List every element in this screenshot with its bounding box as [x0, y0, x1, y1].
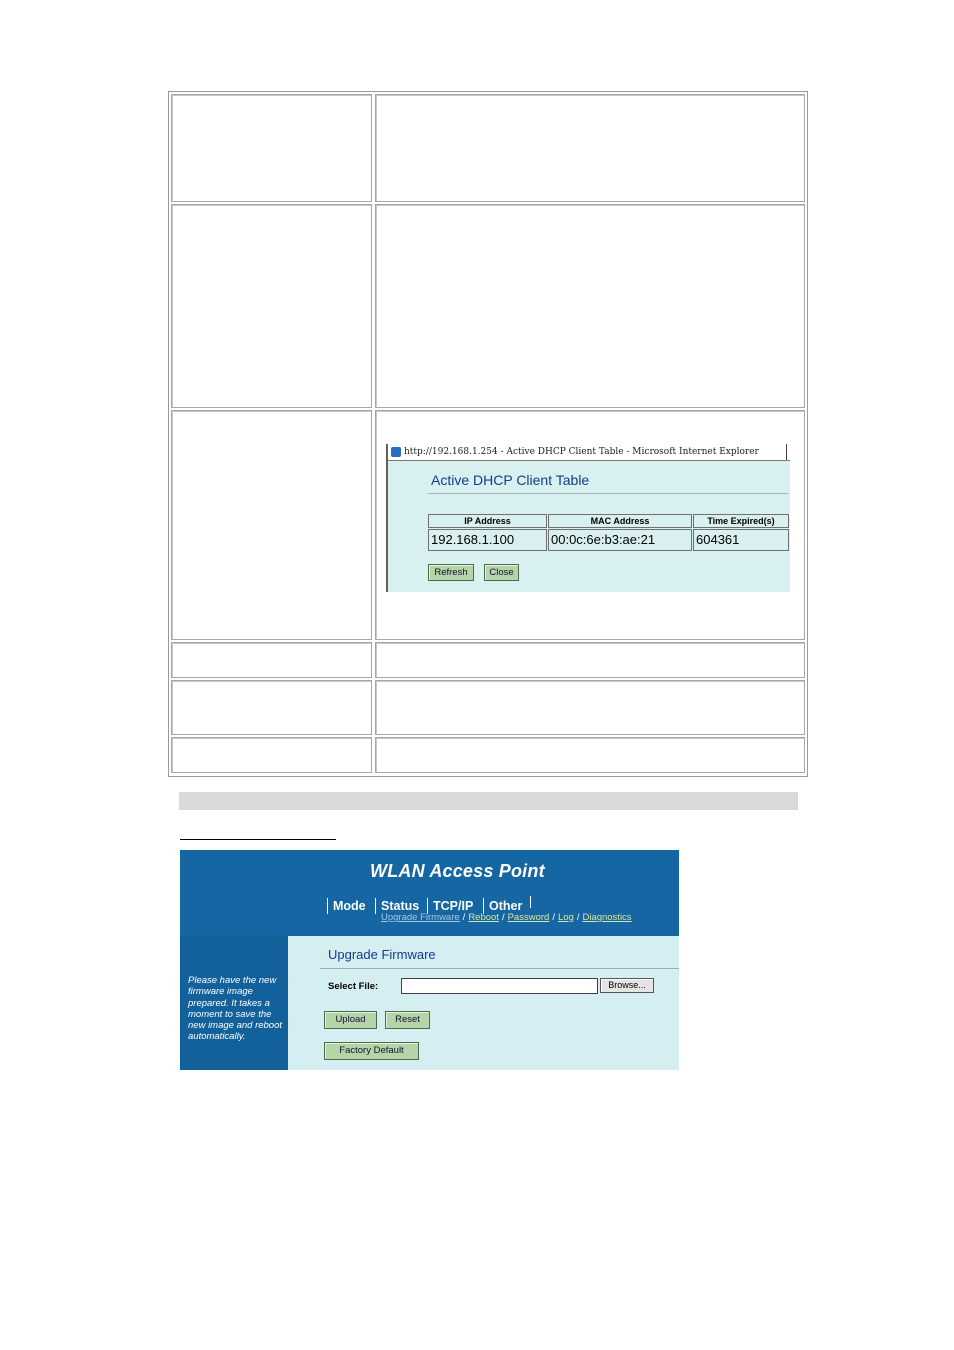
subnav-reboot[interactable]: Reboot: [468, 912, 499, 923]
subnav-separator: /: [501, 912, 505, 923]
subnav-separator: /: [552, 912, 555, 923]
refresh-button[interactable]: Refresh: [428, 564, 474, 581]
table-cell-label-1: [171, 94, 372, 202]
sidebar-help-text: Please have the new firmware image prepared. It takes a moment to save the new image and reboot automatically.: [188, 975, 283, 1043]
column-header-time-expired: Time Expired(s): [693, 514, 789, 528]
tab-divider: [530, 896, 531, 908]
table-cell-label-5: [171, 680, 372, 735]
select-file-label: Select File:: [328, 981, 379, 992]
table-cell-content-2: [375, 204, 805, 408]
wlan-app-title: WLAN Access Point: [370, 861, 545, 881]
title-divider: [320, 968, 679, 969]
factory-default-button[interactable]: Factory Default: [324, 1042, 419, 1060]
tab-other[interactable]: Other: [483, 898, 522, 914]
tab-status[interactable]: Status: [375, 898, 419, 914]
wlan-upgrade-firmware-screenshot: [180, 850, 679, 1070]
wlan-header: [180, 850, 679, 936]
upload-button[interactable]: Upload: [324, 1011, 377, 1029]
title-bar-edge: [786, 444, 790, 460]
table-cell-content-4: [375, 642, 805, 678]
section-underline: [180, 839, 336, 840]
browser-title-bar: [388, 444, 790, 461]
wlan-content-panel: [288, 936, 679, 1070]
close-button[interactable]: Close: [484, 564, 519, 581]
subnav-separator: /: [462, 912, 466, 923]
grey-heading-bar: [179, 792, 798, 810]
table-cell-content-5: [375, 680, 805, 735]
subnav-links: [381, 912, 632, 923]
table-cell-label-2: [171, 204, 372, 408]
table-cell-content-1: [375, 94, 805, 202]
internet-explorer-icon: [391, 447, 401, 457]
file-path-input[interactable]: [401, 978, 598, 994]
subnav-password[interactable]: Password: [507, 912, 550, 923]
cell-mac-address: 00:0c:6e:b3:ae:21: [548, 529, 692, 551]
dhcp-client-table-screenshot: [386, 444, 790, 592]
cell-ip-address: 192.168.1.100: [428, 529, 547, 551]
subnav-separator: /: [576, 912, 580, 923]
tab-mode[interactable]: Mode: [327, 898, 366, 914]
column-header-mac-address: MAC Address: [548, 514, 692, 528]
subnav-upgrade-firmware[interactable]: Upgrade Firmware: [381, 912, 460, 923]
table-cell-label-6: [171, 737, 372, 773]
browser-title-text: http://192.168.1.254 - Active DHCP Client Table - Microsoft Internet Explorer: [404, 447, 759, 457]
table-cell-content-6: [375, 737, 805, 773]
browse-button[interactable]: Browse...: [600, 978, 654, 993]
table-cell-label-4: [171, 642, 372, 678]
table-cell-label-3: [171, 410, 372, 640]
page-title: Upgrade Firmware: [328, 947, 436, 962]
column-header-ip-address: IP Address: [428, 514, 547, 528]
heading-divider: [428, 493, 788, 494]
tab-tcp-ip[interactable]: TCP/IP: [427, 898, 473, 914]
subnav-log[interactable]: Log: [557, 912, 574, 923]
subnav-diagnostics[interactable]: Diagnostics: [582, 912, 632, 923]
cell-time-expired: 604361: [693, 529, 789, 551]
reset-button[interactable]: Reset: [385, 1011, 430, 1029]
wlan-sidebar: [180, 936, 288, 1070]
dhcp-table-heading: Active DHCP Client Table: [431, 472, 590, 488]
